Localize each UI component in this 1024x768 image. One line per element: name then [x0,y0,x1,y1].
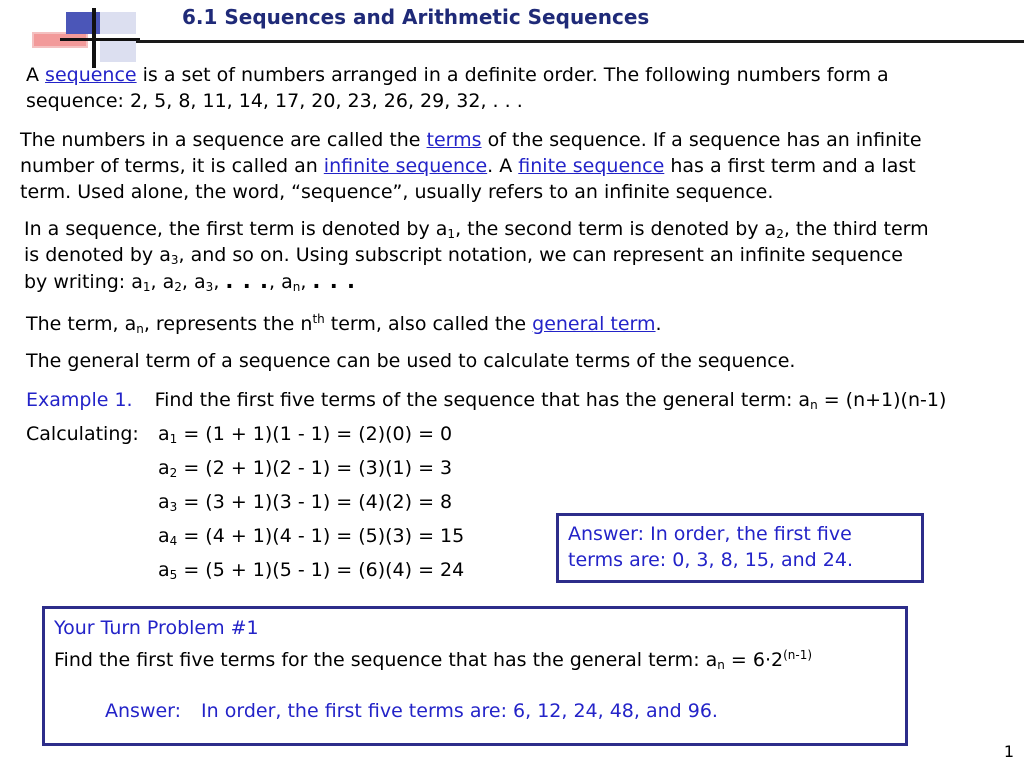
calc-line-2: $a_2 = (2 + 1)(2 - 1) = (3)(1) = 3$ [158,457,453,480]
title-divider [136,40,1024,43]
link-finite-sequence[interactable]: finite sequence [518,155,665,177]
your-turn-problem: Find the first five terms for the sequence that has the general term: $a_n = 6\cdot 2^{(n-1)}$ [54,648,813,672]
usage-paragraph: The general term of a sequence can be used to calculate terms of the sequence. [26,350,796,372]
example-label: Example 1. [26,389,133,411]
calc-label: Calculating: [26,423,139,445]
link-sequence[interactable]: sequence [45,64,137,86]
general-term-paragraph: The term, $a_n$, represents the $n^{th}$ term, also called the general term. [26,312,662,336]
page-number: 1 [1003,742,1014,761]
calc-line-5: $a_5 = (5 + 1)(5 - 1) = (6)(4) = 24$ [158,559,465,582]
slide-logo [30,8,140,68]
your-turn-box [42,606,908,746]
calc-line-1: $a_1 = (1 + 1)(1 - 1) = (2)(0) = 0$ [158,423,453,446]
answer-box [556,513,924,583]
calc-line-3: $a_3 = (3 + 1)(3 - 1) = (4)(2) = 8$ [158,491,453,514]
notation-paragraph: In a sequence, the first term is denoted by $a_1$, the second term is denoted by $a_2$, the third term is denoted by $a_3$, and so on. Using subscript notation, we can represent an infinite sequence by writing: $a_1$, $a_2$, $a_3$, . . ., $a_n$, . . . [24,218,929,294]
definition-paragraph: A sequence is a set of numbers arranged in a definite order. The following numbers form a sequence: 2, 5, 8, 11, 14, 17, 20, 23, 26, 29, 32, . . . [26,64,889,112]
slide-title: 6.1 Sequences and Arithmetic Sequences [182,5,650,29]
answer-line-1: Answer: In order, the first five [568,523,852,545]
your-turn-answer: Answer: In order, the first five terms are: 6, 12, 24, 48, and 96. [105,700,718,722]
answer-line-2: terms are: 0, 3, 8, 15, and 24. [568,549,853,571]
link-infinite-sequence[interactable]: infinite sequence [323,155,488,177]
link-terms[interactable]: terms [426,129,482,151]
example-1: Example 1. Find the first five terms of the sequence that has the general term: $a_n = (n+1)(n-1)$ [26,389,947,412]
terms-paragraph: The numbers in a sequence are called the terms of the sequence. If a sequence has an infinite number of terms, it is called an infinite sequence. A finite sequence has a first term and a last term. Used alone, the word, “sequence”, usually refers to an infinite sequence. [20,129,922,203]
link-general-term[interactable]: general term [532,313,656,335]
your-turn-heading: Your Turn Problem #1 [54,617,259,639]
calc-line-4: $a_4 = (4 + 1)(4 - 1) = (5)(3) = 15$ [158,525,465,548]
